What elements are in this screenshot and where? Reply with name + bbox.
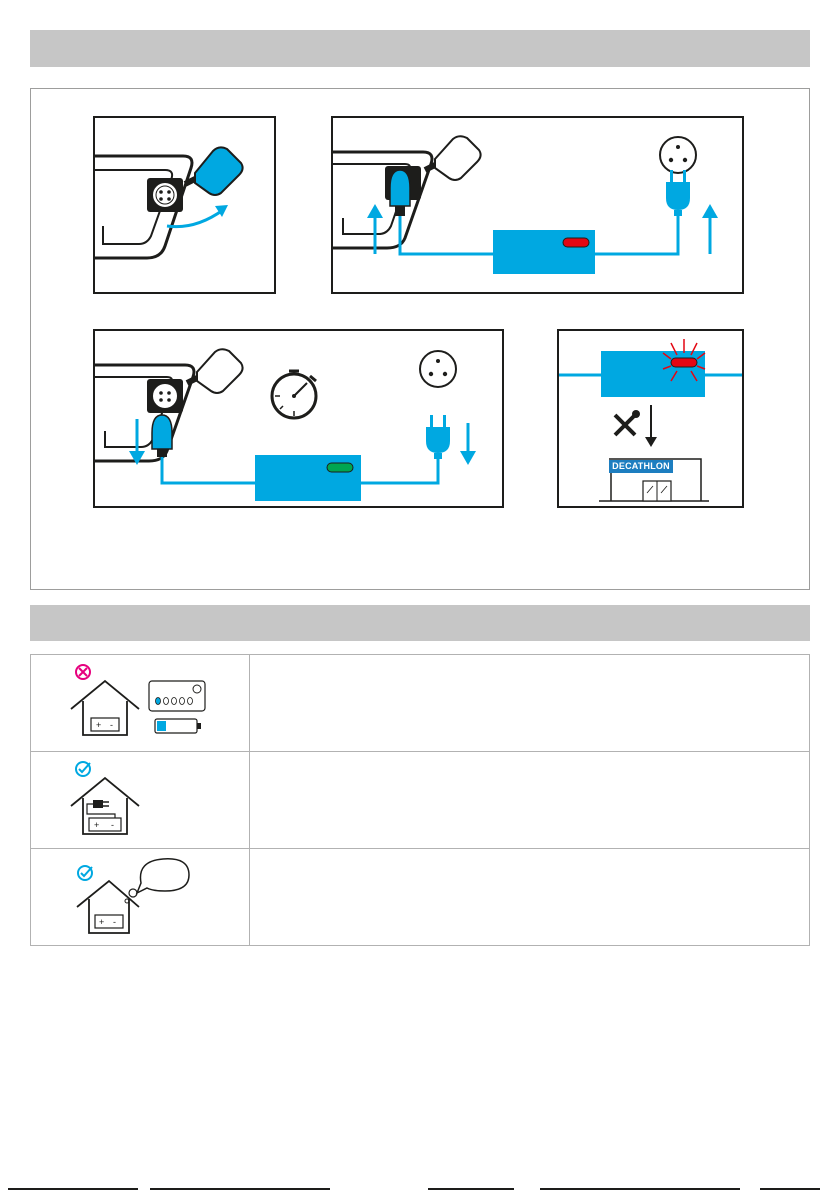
svg-text:-: - xyxy=(110,820,114,830)
check-icon xyxy=(76,762,90,776)
table-row xyxy=(31,752,810,849)
charging-section-header xyxy=(30,30,810,67)
step-charged-unplug-panel xyxy=(93,329,504,508)
house-plugged-charger-icon xyxy=(65,758,215,842)
store-sign: DECATHLON xyxy=(609,460,673,473)
svg-text:+: + xyxy=(93,820,100,830)
svg-text:+: + xyxy=(95,720,102,730)
storage-section-header xyxy=(30,605,810,641)
charger-green-led-icon xyxy=(95,331,502,506)
plug-connect-icon xyxy=(333,118,742,292)
forbidden-icon xyxy=(76,665,90,679)
house-reminder-bubble-icon xyxy=(65,855,215,939)
svg-text:-: - xyxy=(109,720,113,730)
table-row xyxy=(31,655,810,752)
storage-tips-table xyxy=(30,654,810,946)
svg-text:-: - xyxy=(112,917,116,927)
tip-text-cell xyxy=(249,752,809,849)
table-row xyxy=(31,849,810,946)
footer-divider xyxy=(0,1186,840,1192)
step-connect-charging-panel xyxy=(331,116,744,294)
tools-icon xyxy=(615,410,640,435)
tip-icon-cell xyxy=(31,752,250,849)
stopwatch-icon xyxy=(272,371,316,418)
port-cover-open-icon xyxy=(95,118,274,292)
tip-text-cell xyxy=(249,849,809,946)
charger-blinking-led-icon xyxy=(559,331,742,506)
tip-icon-cell xyxy=(31,655,250,752)
house-no-partial-battery-icon xyxy=(65,661,215,745)
step-fault-store-panel xyxy=(557,329,744,508)
step-open-cover-panel xyxy=(93,116,276,294)
svg-text:+: + xyxy=(98,917,105,927)
check-icon xyxy=(78,866,92,880)
tip-text-cell xyxy=(249,655,809,752)
tip-icon-cell xyxy=(31,849,250,946)
